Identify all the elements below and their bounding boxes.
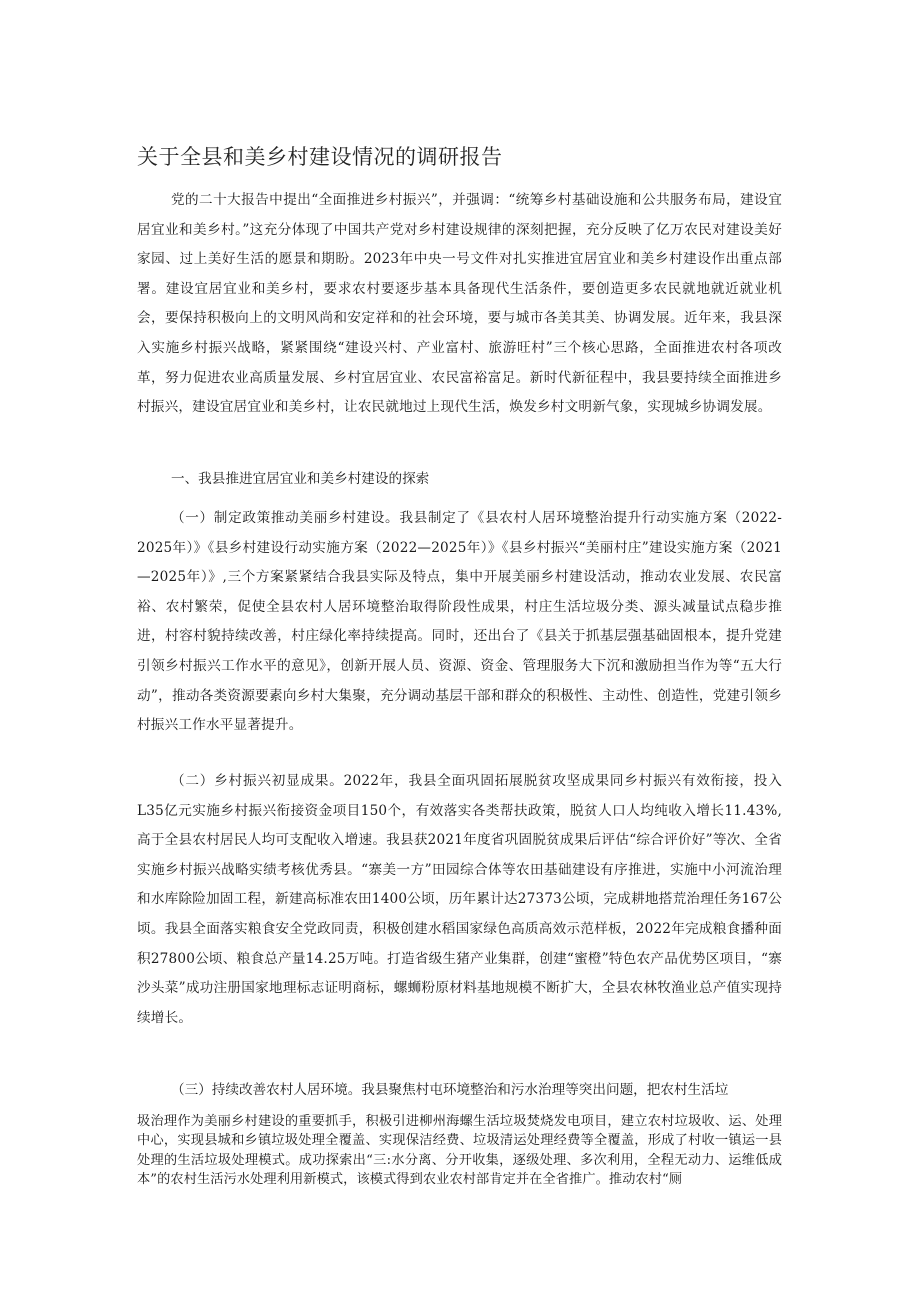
paragraph-item-3-lead: （三）持续改善农村人居环境。我县聚焦村屯环境整治和污水治理等突出问题，把农村生活垃 (171, 1082, 729, 1098)
paragraph-item-3-body: 圾治理作为美丽乡村建设的重要抓手，积极引进柳州海螺生活垃圾焚烧发电项目，建立农村垃圾收、运、处理中心，实现县城和乡镇垃圾处理全覆盖、实现保洁经费、垃圾清运处理经费等全覆盖，形成了村收一镇运一县处理的生活垃圾处理模式。成功探索出“三:水分离、分开收集，逐级处理、多次利用，全程无动力、运维低成本”的农村生活污水处理利用新模式，该模式得到农业农村部肯定并在全省推广。推动农村“厕 (137, 1114, 782, 1187)
document-title: 关于全县和美乡村建设情况的调研报告 (137, 145, 503, 169)
section-heading: 一、我县推进宜居宜业和美乡村建设的探索 (171, 471, 430, 487)
paragraph-item-1: （一）制定政策推动美丽乡村建设。我县制定了《县农村人居环境整治提升行动实施方案（2022-2025年）》《县乡村建设行动实施方案（2022—2025年）》《县乡村振兴“美丽村庄”建设实施方案（2021—2025年）》,三个方案紧紧结合我县实际及特点，集中开展美丽乡村建设活动，推动农业发展、农民富裕、农村繁荣，促使全县农村人居环境整治取得阶段性成果，村庄生活垃圾分类、源头减量试点稳步推进，村容村貌持续改善，村庄绿化率持续提高。同时，还出台了《县关于抓基层强基础固根本，提升党建引领乡村振兴工作水平的意见》，创新开展人员、资源、资金、管理服务大下沉和激励担当作为等“五大行动”，推动各类资源要素向乡村大集聚，充分调动基层干部和群众的积极性、主动性、创造性，党建引领乡村振兴工作水平显著提升。 (137, 510, 782, 734)
paragraph-item-2: （二）乡村振兴初显成果。2022年，我县全面巩固拓展脱贫攻坚成果同乡村振兴有效衔接，投入L35亿元实施乡村振兴衔接资金项目150个，有效落实各类帮扶政策，脱贫人口人均纯收入增长11.43%,高于全县农村居民人均可支配收入增速。我县获2021年度省巩固脱贫成果后评估“综合评价好”等次、全省实施乡村振兴战略实绩考核优秀县。“寨美一方”田园综合体等农田基础建设有序推进，实施中小河流治理和水库除险加固工程，新建高标准农田1400公顷，历年累计达27373公顷，完成耕地搭荒治理任务167公顷。我县全面落实粮食安全党政同责，积极创建水稻国家绿色高质高效示范样板，2022年完成粮食播种面积27800公顷、粮食总产量14.25万吨。打造省级生猪产业集群，创建“蜜橙”特色农产品优势区项目，“寨沙头菜”成功注册国家地理标志证明商标，螺蛳粉原材料基地规模不断扩大，全县农林牧渔业总产值实现持续增长。 (137, 773, 782, 1026)
intro-paragraph: 党的二十大报告中提出“全面推进乡村振兴”，并强调：“统筹乡村基础设施和公共服务布局，建设宜居宜业和美乡村。”这充分体现了中国共产党对乡村建设规律的深刻把握，充分反映了亿万农民对建设美好家园、过上美好生活的愿景和期盼。2023年中央一号文件对扎实推进宜居宜业和美乡村建设作出重点部署。建设宜居宜业和美乡村，要求农村要逐步基本具备现代生活条件，要创造更多农民就地就近就业机会，要保持积极向上的文明风尚和安定祥和的社会环境，要与城市各美其美、协调发展。近年来，我县深入实施乡村振兴战略，紧紧围绕“建设兴村、产业富村、旅游旺村”三个核心思路，全面推进农村各项改革，努力促进农业高质量发展、乡村宜居宜业、农民富裕富足。新时代新征程中，我县要持续全面推进乡村振兴，建设宜居宜业和美乡村，让农民就地过上现代生活，焕发乡村文明新气象，实现城乡协调发展。 (137, 192, 782, 416)
